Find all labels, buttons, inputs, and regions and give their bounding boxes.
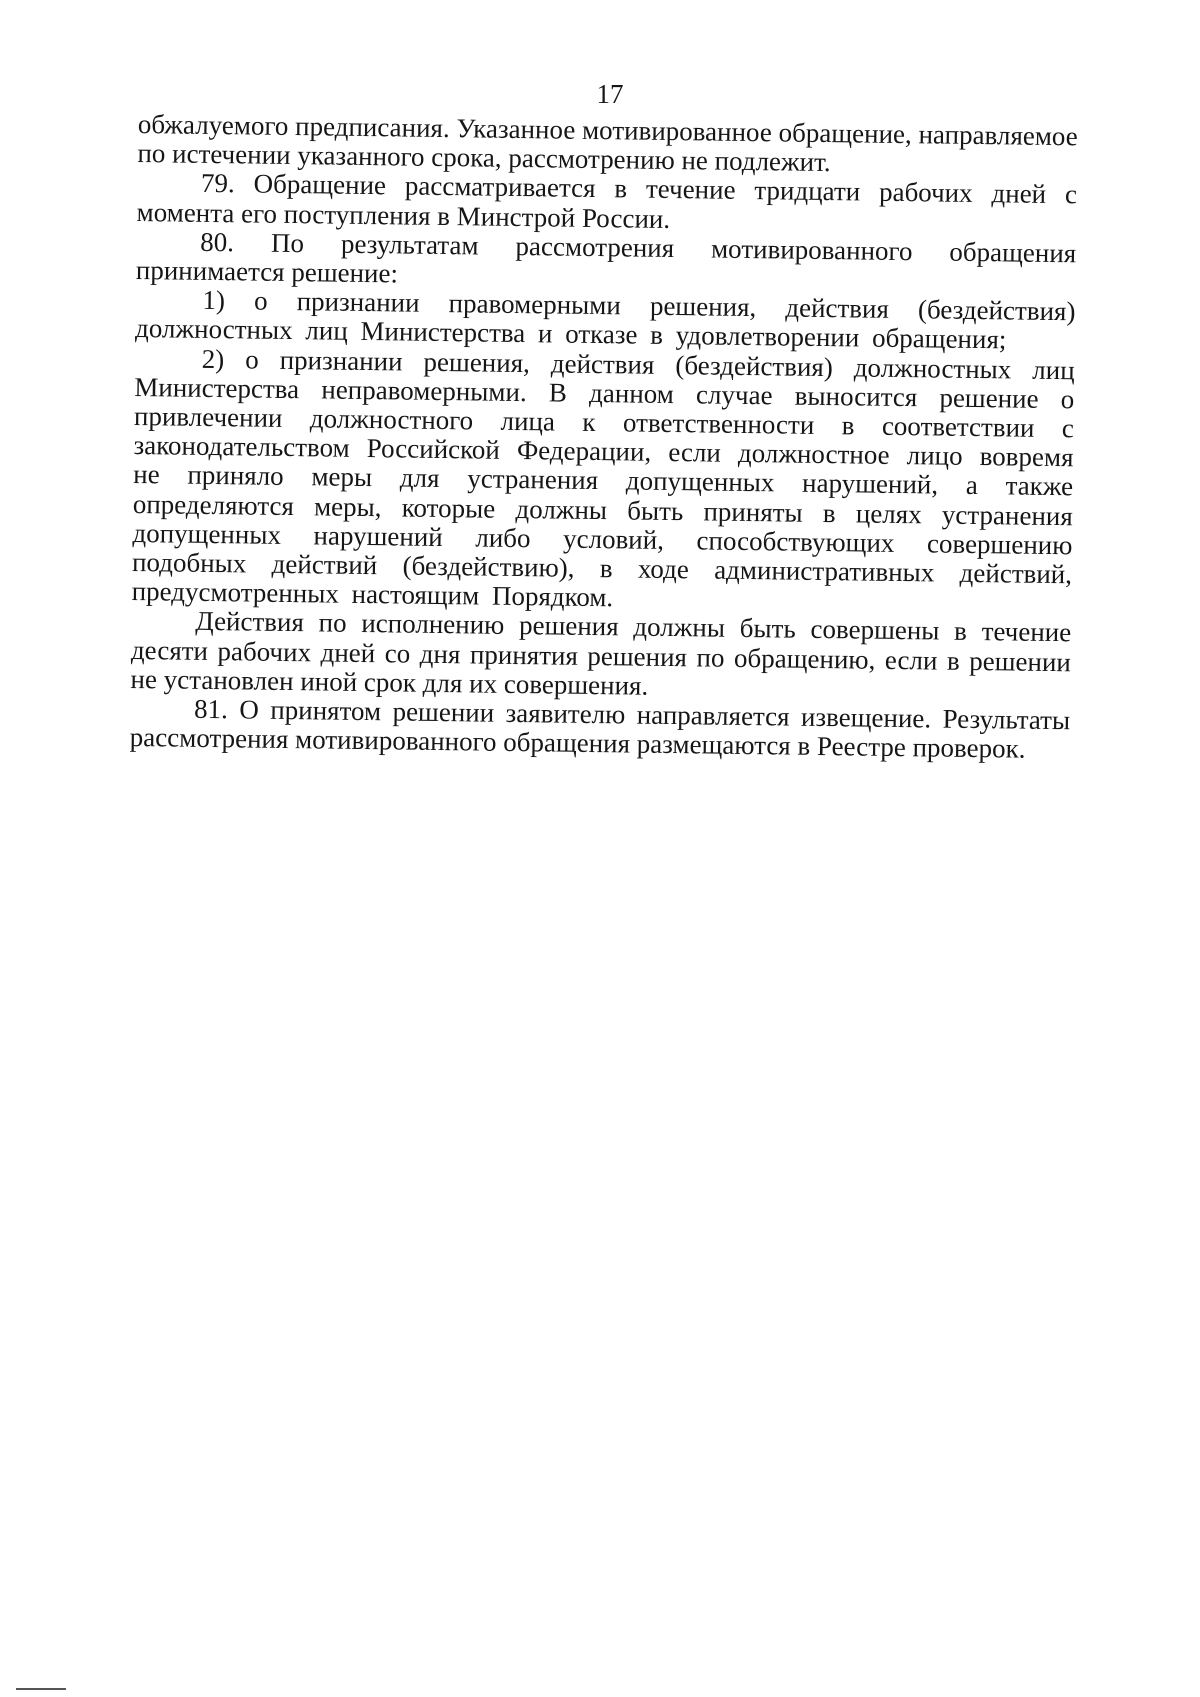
paragraph-continuation: обжалуемого предписания. Указанное мотивированное обращение, направляемое по истечении указанного срока, рассмотрению не подлежит.	[137, 109, 1078, 178]
paragraph-81: 81. О принятом решении заявителю направляется извещение. Результаты рассмотрения мотивированного обращения размещаются в Реестре проверок.	[129, 693, 1071, 764]
paragraph-80: 80. По результатам рассмотрения мотивированного обращения принимается решение:	[135, 226, 1077, 289]
paragraph-80-item-2: 2) о признании решения, действия (бездействия) должностных лиц Министерства неправомерными. В данном случае выносится решение о привлечении должностного лица к ответственности в соответствии с законодательством Российской Федерации, если должностное лицо вовремя не приняло меры для устранения допущенных нарушений, а также определяются меры, которые должны быть приняты в целях устранения допущенных нарушений либо условий, способствующих совершению подобных действий (бездействию), в ходе административных действий, предусмотренных настоящим Порядком.	[131, 343, 1075, 613]
document-body	[130, 110, 1078, 765]
page-number: 17	[596, 79, 624, 109]
paragraph-79: 79. Обращение рассматривается в течение тридцати рабочих дней с момента его поступления в Минстрой России.	[136, 168, 1078, 234]
paragraph-decision-execution: Действия по исполнению решения должны быть совершены в течение десяти рабочих дней со дня принятия решения по обращению, если в решении не установлен иной срок для их совершения.	[130, 606, 1072, 701]
paragraph-80-item-1: 1) о признании правомерными решения, действия (бездействия) должностных лиц Министерства и отказе в удовлетворении обращения;	[134, 285, 1076, 355]
scan-edge-mark	[16, 1688, 66, 1690]
